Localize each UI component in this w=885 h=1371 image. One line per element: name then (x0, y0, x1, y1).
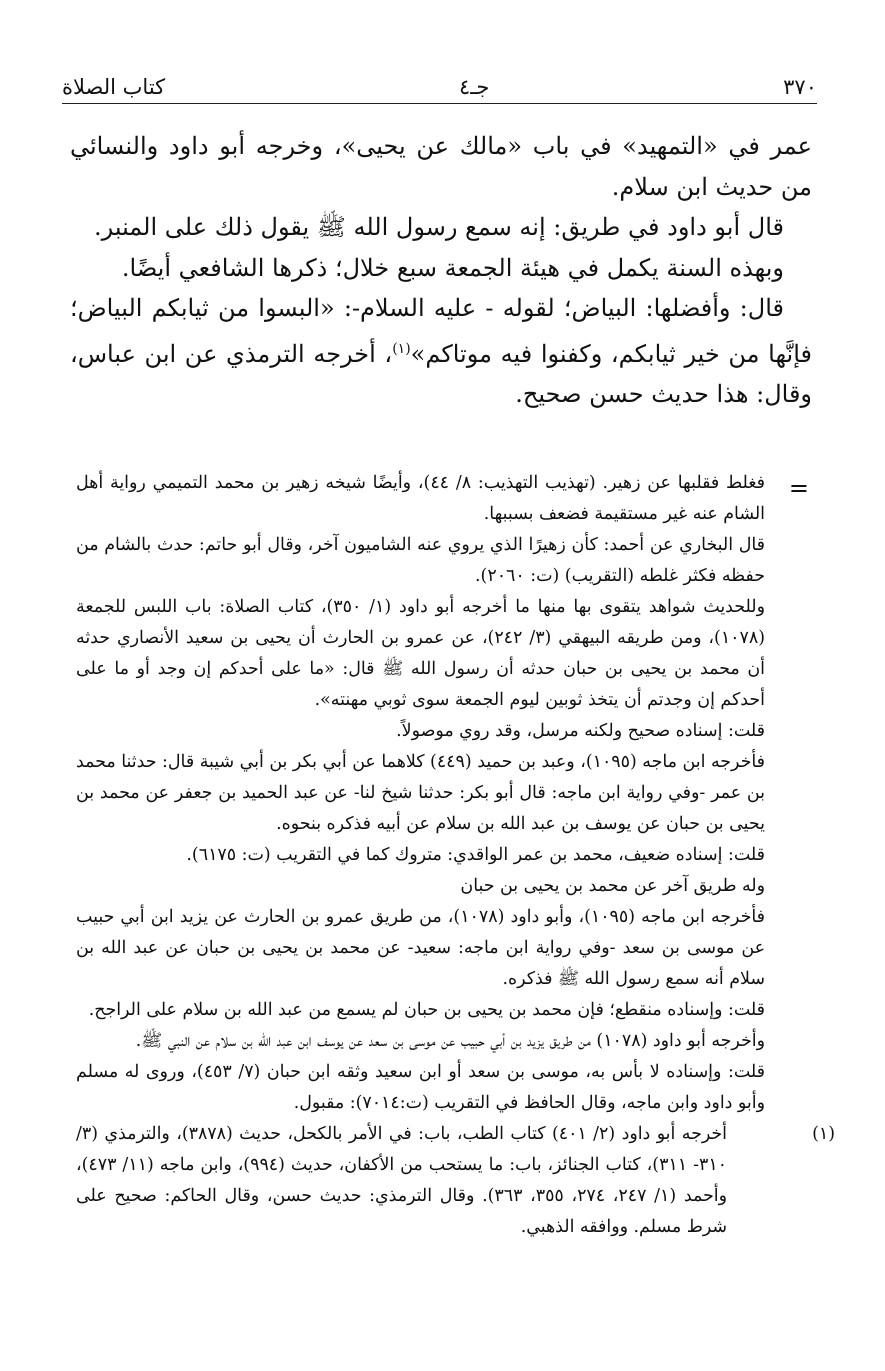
main-paragraph (70, 288, 812, 415)
footnote-continuation-mark: = (788, 474, 809, 502)
footnote-line: وللحديث شواهد يتقوى بها منها ما أخرجه أبو داود (١/ ٣٥٠)، كتاب الصلاة: باب اللبس للجمعة (١٠٧٨)، ومن طريقه البيهقي (٣/ ٢٤٢)، عن عمرو بن الحارث أن يحيى بن سعيد الأنصاري حدثه أن محمد بن يحيى بن حبان حدثه أن رسول الله ﷺ قال: «ما على أحدكم إن وجد أو ما على أحدكم إن وجدتم أن يتخذ ثوبين ليوم الجمعة سوى ثوبي مهنته». (76, 597, 766, 710)
header-divider (62, 103, 817, 104)
main-paragraph: وبهذه السنة يكمل في هيئة الجمعة سبع خلال؛ ذكرها الشافعي أيضًا. (121, 253, 784, 282)
footnote-line: قال البخاري عن أحمد: كأن زهيرًا الذي يروي عنه الشاميون آخر، وقال أبو حاتم: حدث بالشام من حفظه فكثر غلطه (التقريب) (ت: ٢٠٦٠). (76, 535, 765, 586)
quote-source: ، أخرجه الترمذي عن ابن عباس، وقال: هذا حديث حسن صحيح. (70, 339, 812, 408)
footnotes (76, 468, 765, 1243)
footnote-line: قلت: إسناده صحيح ولكنه مرسل، وقد روي موصولاً. (396, 721, 765, 741)
footnote-line: فأخرجه ابن ماجه (١٠٩٥)، وعبد بن حميد (٤٤٩) كلاهما عن أبي بكر بن أبي شيبة قال: حدثنا محمد بن عمر -وفي رواية ابن ماجه: قال أبو بكر: حدثنا شيخ لنا- عن عبد الحميد بن جعفر عن محمد بن يحيى بن حبان عن يوسف بن عبد الله بن سلام عن أبيه فذكره بنحوه. (76, 752, 765, 834)
footnote-1-text: أخرجه أبو داود (٢/ ٤٠١) كتاب الطب، باب: في الأمر بالكحل، حديث (٣٨٧٨)، والترمذي (٣/ ٣١٠- ٣١١)، كتاب الجنائز، باب: ما يستحب من الأكفان، حديث (٩٩٤)، وابن ماجه (١١/ ٤٧٣)، وأحمد (١/ ٢٤٧، ٢٧٤، ٣٥٥، ٣٦٣). وقال الترمذي: حديث حسن، وقال الحاكم: صحيح على شرط مسلم. ووافقه الذهبي. (76, 1124, 728, 1237)
footnote-reference[interactable]: (١) (392, 340, 411, 357)
footnote-line: قلت: وإسناده لا بأس به، موسى بن سعد أو ابن سعيد وثقه ابن حبان (٧/ ٤٥٣)، وروى له مسلم وأبو داود وابن ماجه، وقال الحافظ في التقريب (ت:٧٠١٤): مقبول. (76, 1062, 765, 1113)
quote-text: قال: وأفضلها: البياض؛ لقوله - عليه السلام-: «البسوا من ثيابكم البياض؛ فإنَّها من خير ثيابكم، وكفنوا فيه موتاكم» (70, 294, 812, 368)
page-number: ٣٧٠ (783, 75, 817, 99)
running-header (62, 58, 817, 98)
footnote-line: قلت: إسناده ضعيف، محمد بن عمر الواقدي: متروك كما في التقريب (ت: ٦١٧٥). (186, 845, 765, 865)
footnote-line: قلت: وإسناده منقطع؛ فإن محمد بن يحيى بن حبان لم يسمع من عبد الله بن سلام على الراجح. (88, 1000, 765, 1020)
book-title: كتاب الصلاة (62, 75, 166, 99)
main-text (70, 126, 812, 415)
volume-label: جـ٤ (458, 75, 490, 99)
main-paragraph: عمر في «التمهيد» في باب «مالك عن يحيى»، وخرجه أبو داود والنسائي من حديث ابن سلام. (70, 132, 812, 201)
footnote-line: فغلط فقلبها عن زهير. (تهذيب التهذيب: ٨/ ٤٤)، وأيضًا شيخه زهير بن محمد التميمي رواية أهل الشام عنه غير مستقيمة فضعف بسببها. (76, 473, 765, 524)
main-paragraph: قال أبو داود في طريق: إنه سمع رسول الله ﷺ يقول ذلك على المنبر. (93, 213, 784, 241)
footnote-line: وأخرجه أبو داود (١٠٧٨) من طريق يزيد بن أبي حبيب عن موسى بن سعد عن يوسف ابن عبد الله بن سلام عن النبي ﷺ. (135, 1031, 765, 1051)
footnote-line: وله طريق آخر عن محمد بن يحيى بن حبان (460, 876, 765, 896)
footnote-1-number: (١) (812, 1124, 835, 1144)
footnote-line: فأخرجه ابن ماجه (١٠٩٥)، وأبو داود (١٠٧٨)، من طريق عمرو بن الحارث عن يزيد ابن أبي حبيب عن موسى بن سعد -وفي رواية ابن ماجه: سعيد- عن محمد بن يحيى بن حبان عن عبد الله بن سلام أنه سمع رسول الله ﷺ فذكره. (76, 907, 766, 989)
